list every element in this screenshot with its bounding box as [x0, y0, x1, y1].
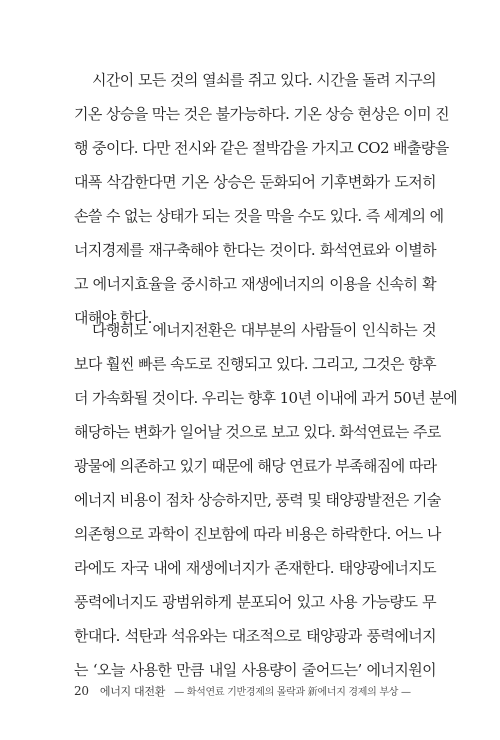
paragraph-1 [74, 63, 450, 335]
paragraph-line: 더 가속화될 것이다. 우리는 향후 10년 이내에 과거 50년 분에 [74, 389, 458, 407]
paragraph-2 [74, 313, 458, 687]
paragraph-line: 대폭 삭감한다면 기온 상승은 둔화되어 기후변화가 도저히 [74, 173, 436, 191]
paragraph-line: 라에도 자국 내에 재생에너지가 존재한다. 태양광에너지도 [74, 559, 436, 577]
paragraph-line: 보다 훨씬 빠른 속도로 진행되고 있다. 그리고, 그것은 향후 [74, 355, 436, 373]
paragraph-line: 의존형으로 과학이 진보함에 따라 비용은 하락한다. 어느 나 [74, 525, 441, 543]
running-chapter-title: — 화석연료 기반경제의 몰락과 新에너지 경제의 부상 — [174, 687, 411, 698]
paragraph-line: 에너지 비용이 점차 상승하지만, 풍력 및 태양광발전은 기술 [74, 491, 441, 509]
paragraph-line: 손쓸 수 없는 상태가 되는 것을 막을 수도 있다. 즉 세계의 에 [74, 207, 444, 225]
page-footer [74, 683, 411, 699]
paragraph-line: 는 ‘오늘 사용한 만큼 내일 사용량이 줄어드는’ 에너지원이 [74, 661, 436, 679]
paragraph-line: 행 중이다. 다만 전시와 같은 절박감을 가지고 CO2 배출량을 [74, 139, 449, 157]
paragraph-line: 시간이 모든 것의 열쇠를 쥐고 있다. 시간을 돌려 지구의 [92, 71, 436, 89]
paragraph-line: 광물에 의존하고 있기 때문에 해당 연료가 부족해짐에 따라 [74, 457, 437, 475]
paragraph-line: 대해야 한다. [74, 309, 152, 327]
paragraph-line: 고 에너지효율을 중시하고 재생에너지의 이용을 신속히 확 [74, 275, 436, 293]
paragraph-line: 한대다. 석탄과 석유와는 대조적으로 태양광과 풍력에너지 [74, 627, 436, 645]
page-number: 20 [74, 684, 89, 698]
paragraph-line: 해당하는 변화가 일어날 것으로 보고 있다. 화석연료는 주로 [74, 423, 441, 441]
paragraph-line: 기온 상승을 막는 것은 불가능하다. 기온 상승 현상은 이미 진 [74, 105, 450, 123]
paragraph-line: 다행히도 에너지전환은 대부분의 사람들이 인식하는 것 [92, 321, 436, 339]
running-book-title: 에너지 대전환 [99, 685, 166, 698]
paragraph-line: 풍력에너지도 광범위하게 분포되어 있고 사용 가능량도 무 [74, 593, 436, 611]
paragraph-line: 너지경제를 재구축해야 한다는 것이다. 화석연료와 이별하 [74, 241, 436, 259]
